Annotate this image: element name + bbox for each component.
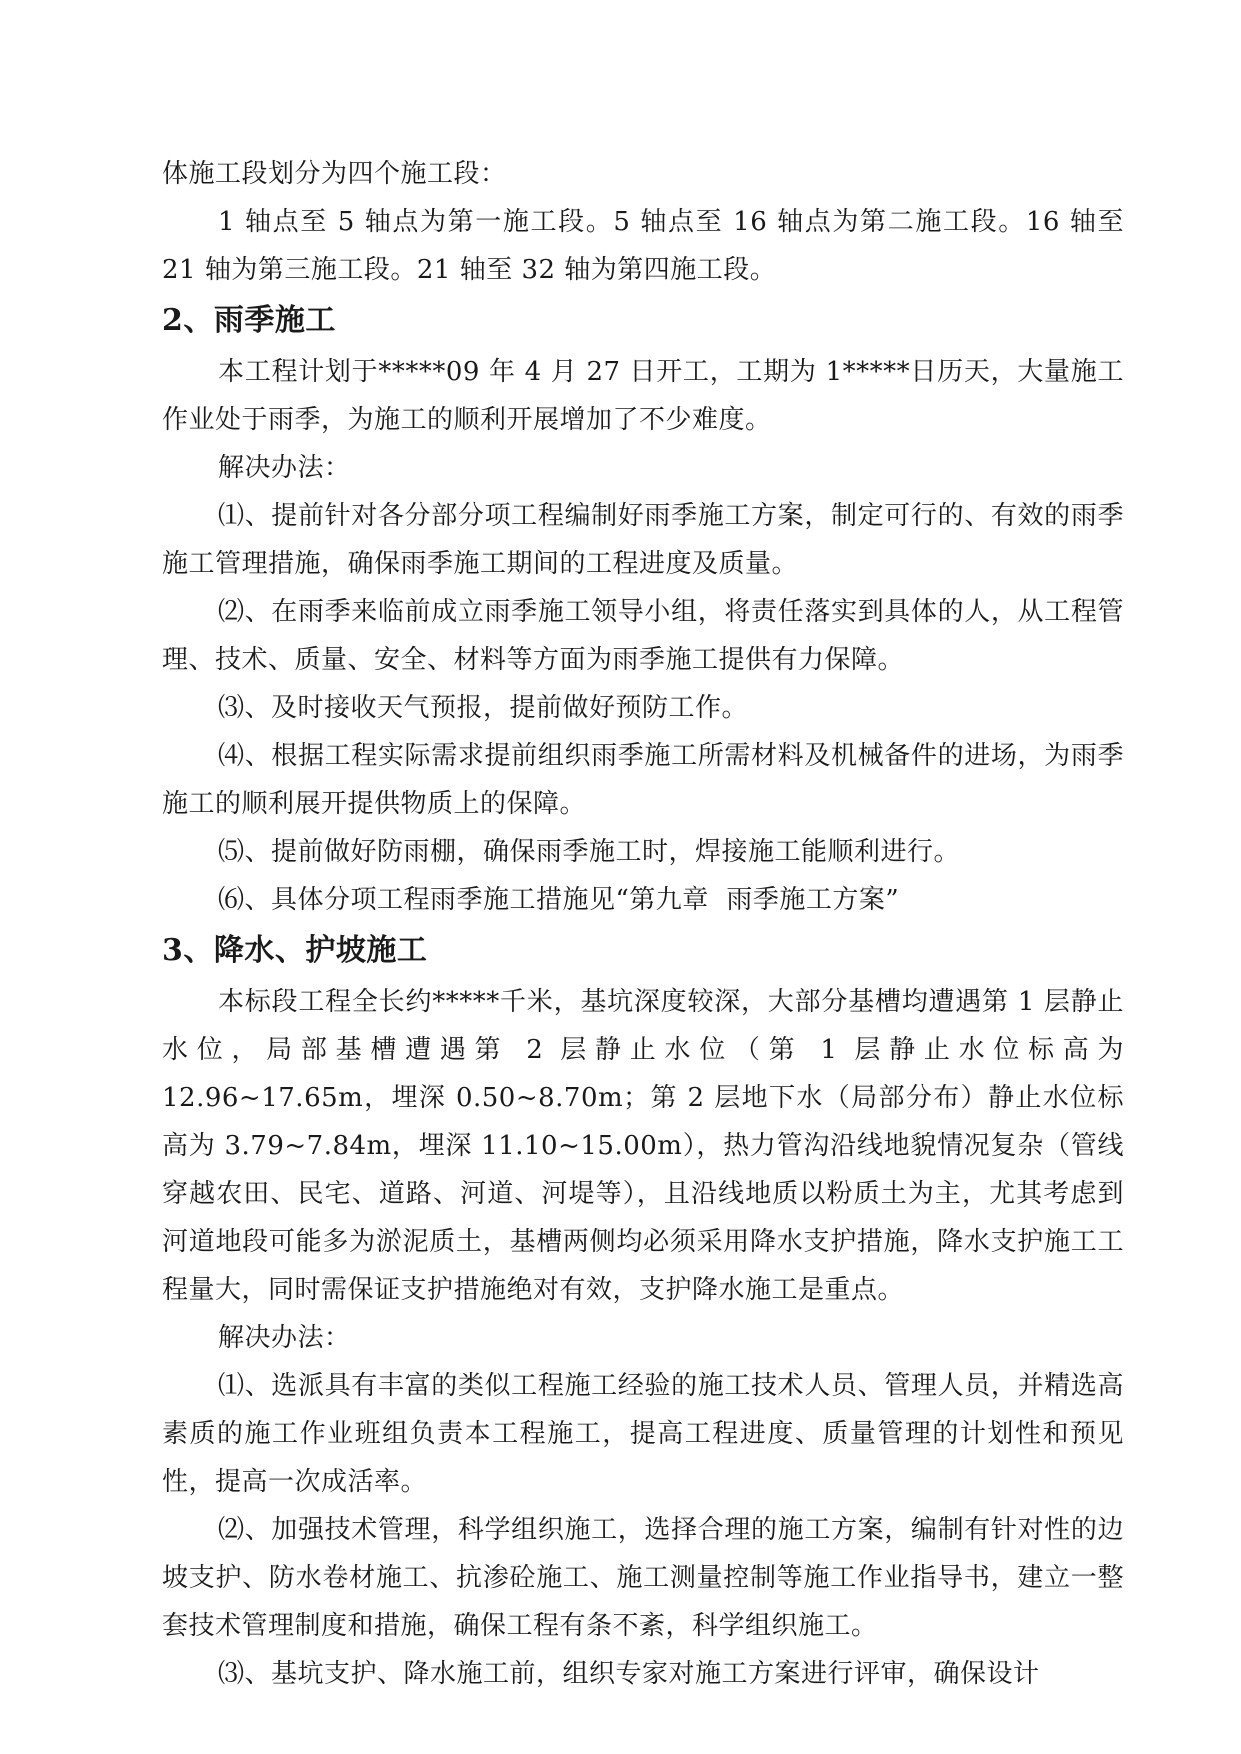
paragraph-rainy-item-1: ⑴、提前针对各分部分项工程编制好雨季施工方案，制定可行的、有效的雨季施工管理措施，确保雨季施工期间的工程进度及质量。	[162, 501, 1124, 579]
paragraph-rainy-item-6: ⑹、具体分项工程雨季施工措施见“第九章 雨季施工方案”	[218, 885, 900, 915]
heading-rainy-season: 2、雨季施工	[162, 303, 336, 338]
paragraph-rainy-item-2: ⑵、在雨季来临前成立雨季施工领导小组，将责任落实到具体的人，从工程管理、技术、质量、安全、材料等方面为雨季施工提供有力保障。	[162, 597, 1124, 675]
paragraph-dewatering-item-3: ⑶、基坑支护、降水施工前，组织专家对施工方案进行评审，确保设计	[218, 1659, 1040, 1689]
paragraph-dewatering-item-2: ⑵、加强技术管理，科学组织施工，选择合理的施工方案，编制有针对性的边坡支护、防水卷材施工、抗渗砼施工、施工测量控制等施工作业指导书，建立一整套技术管理制度和措施，确保工程有条不紊，科学组织施工。	[162, 1515, 1124, 1641]
paragraph-solution-label: 解决办法：	[218, 453, 351, 483]
paragraph-rainy-item-3: ⑶、及时接收天气预报，提前做好预防工作。	[218, 693, 749, 723]
document-body	[162, 150, 1133, 1698]
paragraph-sections-intro: 体施工段划分为四个施工段：	[162, 159, 507, 189]
paragraph-dewatering-item-1: ⑴、选派具有丰富的类似工程施工经验的施工技术人员、管理人员，并精选高素质的施工作业班组负责本工程施工，提高工程进度、质量管理的计划性和预见性，提高一次成活率。	[162, 1371, 1124, 1497]
paragraph-rainy-item-5: ⑸、提前做好防雨棚，确保雨季施工时，焊接施工能顺利进行。	[218, 837, 961, 867]
paragraph-rainy-item-4: ⑷、根据工程实际需求提前组织雨季施工所需材料及机械备件的进场，为雨季施工的顺利展开提供物质上的保障。	[162, 741, 1124, 819]
paragraph-solution-label-2: 解决办法：	[218, 1323, 351, 1353]
paragraph-rainy-intro: 本工程计划于*****09 年 4 月 27 日开工，工期为 1*****日历天，大量施工作业处于雨季，为施工的顺利开展增加了不少难度。	[162, 357, 1124, 435]
heading-dewatering: 3、降水、护坡施工	[162, 933, 428, 968]
paragraph-dewatering-intro: 本标段工程全长约*****千米，基坑深度较深，大部分基槽均遭遇第 1 层静止水位，局部基槽遭遇第 2 层静止水位（第 1 层静止水位标高为 12.96~17.65m，埋深 0.50~8.70m；第 2 层地下水（局部分布）静止水位标高为 3.79~7.84m，埋深 11.10~15.00m），热力管沟沿线地貌情况复杂（管线穿越农田、民宅、道路、河道、河堤等），且沿线地质以粉质土为主，尤其考虑到河道地段可能多为淤泥质土，基槽两侧均必须采用降水支护措施，降水支护施工工程量大，同时需保证支护措施绝对有效，支护降水施工是重点。	[162, 987, 1133, 1305]
paragraph-sections-list: 1 轴点至 5 轴点为第一施工段。5 轴点至 16 轴点为第二施工段。16 轴至 21 轴为第三施工段。21 轴至 32 轴为第四施工段。	[162, 207, 1133, 285]
